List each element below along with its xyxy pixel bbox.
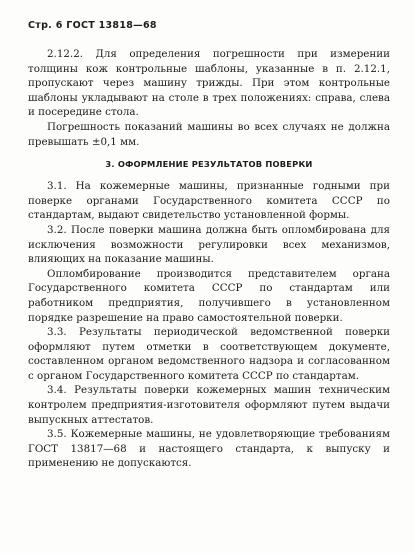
paragraph-3-5: 3.5. Кожемерные машины, не удовлетворяющие требованиям ГОСТ 13817—68 и настоящего стандарта, к выпуску и применению не допускаются. xyxy=(28,428,390,470)
page-header: Стр. 6 ГОСТ 13818—68 xyxy=(28,20,157,31)
paragraph-3-4: 3.4. Результаты поверки кожемерных машин техническим контролем предприятия-изготовителя оформляют путем выдачи выпускных аттестатов. xyxy=(28,384,390,426)
paragraph-3-2: 3.2. После поверки машина должна быть опломбирована для исключения возможности регулировки всех механизмов, влияющих на показание машины. xyxy=(28,223,390,266)
paragraph-sealing: Опломбирование производится представителем органа Государственного комитета СССР по стандартам или работником предприятия, получившего в установленном порядке разрешение на право самостоятельной поверки. xyxy=(28,267,390,324)
paragraph-3-3: 3.3. Результаты периодической ведомственной поверки оформляют путем отметки в соответствующем документе, составленном органом ведомственного надзора и согласованном с органом Государственного комитета СССР по стандартам. xyxy=(28,326,390,382)
paragraph-accuracy: Погрешность показаний машины во всех случаях не должна превышать ±0,1 мм. xyxy=(28,120,390,148)
paragraph-3-1: 3.1. На кожемерные машины, признанные годными при поверке органами Государственного комитета СССР по стандартам, выдают свидетельство установленной формы. xyxy=(28,180,390,222)
paragraph-2-12-2: 2.12.2. Для определения погрешности при измерении толщины кож контрольные шаблоны, указанные в п. 2.12.1, пропускают через машину трижды. При этом контрольные шаблоны укладывают на столе в трех положениях: справа, слева и посередине стола. xyxy=(28,48,390,119)
section-title: 3. ОФОРМЛЕНИЕ РЕЗУЛЬТАТОВ ПОВЕРКИ xyxy=(105,159,313,170)
